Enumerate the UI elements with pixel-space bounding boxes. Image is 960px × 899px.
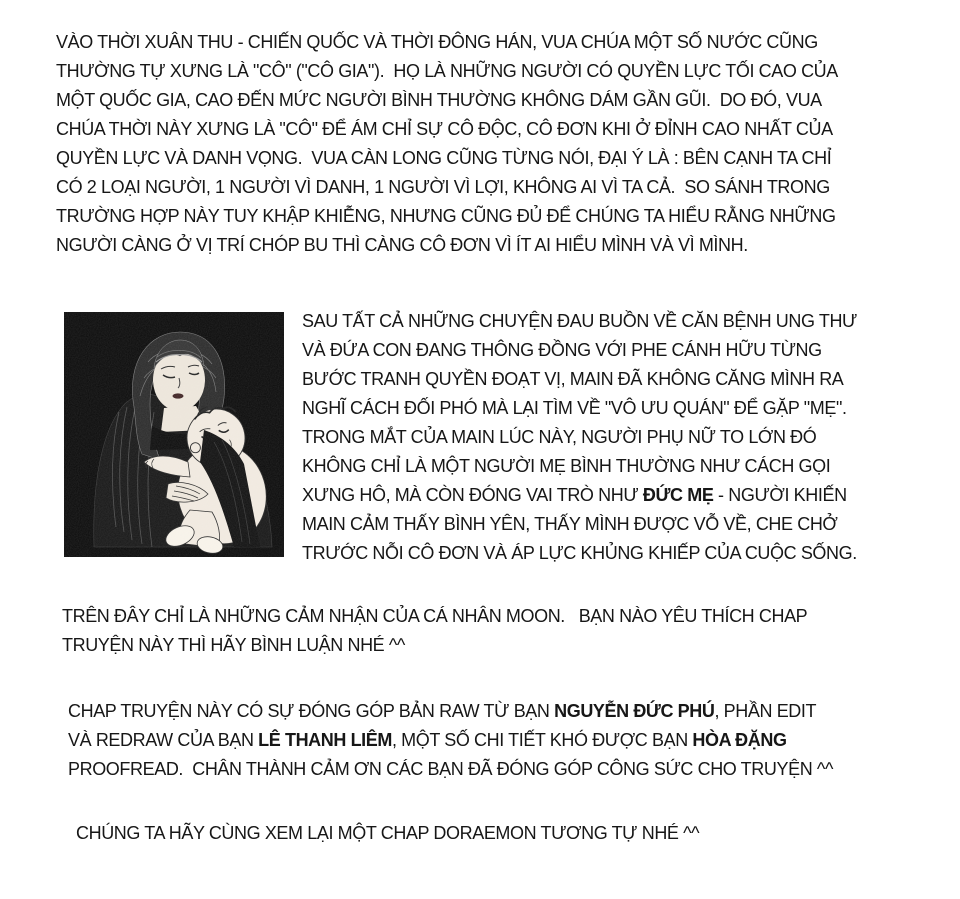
text-line bbox=[302, 423, 857, 452]
commentary-section bbox=[56, 310, 912, 568]
text-line bbox=[302, 394, 857, 423]
text-line bbox=[56, 173, 912, 202]
text-segment: , PHẦN EDIT bbox=[714, 701, 817, 721]
text-line bbox=[76, 819, 912, 848]
text-segment: NGHĨ CÁCH ĐỐI PHÓ MÀ LẠI TÌM VỀ "VÔ ƯU QUÁN" ĐỂ GẶP "MẸ". bbox=[302, 398, 847, 418]
text-line bbox=[56, 28, 912, 57]
text-segment: PROOFREAD. CHÂN THÀNH CẢM ƠN CÁC BẠN ĐÃ ĐÓNG GÓP CÔNG SỨC CHO TRUYỆN ^^ bbox=[68, 759, 833, 779]
text-line bbox=[56, 86, 912, 115]
text-segment: CHÚA THỜI NÀY XƯNG LÀ "CÔ" ĐỂ ÁM CHỈ SỰ CÔ ĐỘC, CÔ ĐƠN KHI Ở ĐỈNH CAO NHẤT CỦA bbox=[56, 119, 833, 139]
text-segment: TRÊN ĐÂY CHỈ LÀ NHỮNG CẢM NHẬN CỦA CÁ NHÂN MOON. BẠN NÀO YÊU THÍCH CHAP bbox=[62, 606, 808, 626]
text-segment: TRUYỆN NÀY THÌ HÃY BÌNH LUẬN NHÉ ^^ bbox=[62, 635, 405, 655]
credits-paragraph bbox=[68, 697, 912, 784]
madonna-child-illustration-svg bbox=[64, 312, 284, 557]
text-line bbox=[56, 57, 912, 86]
afterword-paragraph bbox=[62, 602, 912, 660]
text-segment: KHÔNG CHỈ LÀ MỘT NGƯỜI MẸ BÌNH THƯỜNG NHƯ CÁCH GỌI bbox=[302, 456, 831, 476]
text-line bbox=[302, 452, 857, 481]
text-segment: MAIN CẢM THẤY BÌNH YÊN, THẤY MÌNH ĐƯỢC VỖ VỀ, CHE CHỞ bbox=[302, 514, 838, 534]
text-segment: TRƯỜNG HỢP NÀY TUY KHẬP KHIỄNG, NHƯNG CŨNG ĐỦ ĐỂ CHÚNG TA HIỂU RẰNG NHỮNG bbox=[56, 206, 836, 226]
text-line bbox=[302, 307, 857, 336]
text-line bbox=[302, 336, 857, 365]
text-line bbox=[62, 602, 912, 631]
bold-text-segment: NGUYỄN ĐỨC PHÚ bbox=[554, 701, 715, 721]
text-segment: - NGƯỜI KHIẾN bbox=[713, 485, 847, 505]
text-segment: MỘT QUỐC GIA, CAO ĐẾN MỨC NGƯỜI BÌNH THƯỜNG KHÔNG DÁM GẦN GŨI. DO ĐÓ, VUA bbox=[56, 90, 822, 110]
text-segment: NGƯỜI CÀNG Ở VỊ TRÍ CHÓP BU THÌ CÀNG CÔ ĐƠN VÌ ÍT AI HIỂU MÌNH VÀ VÌ MÌNH. bbox=[56, 235, 748, 255]
text-segment: , MỘT SỐ CHI TIẾT KHÓ ĐƯỢC BẠN bbox=[391, 730, 693, 750]
text-segment: VÀ ĐỨA CON ĐANG THÔNG ĐỒNG VỚI PHE CÁNH HỮU TỪNG bbox=[302, 340, 822, 360]
text-segment: CÓ 2 LOẠI NGƯỜI, 1 NGƯỜI VÌ DANH, 1 NGƯỜI VÌ LỢI, KHÔNG AI VÌ TA CẢ. SO SÁNH TRONG bbox=[56, 177, 830, 197]
text-line bbox=[68, 726, 912, 755]
text-segment: THƯỜNG TỰ XƯNG LÀ "CÔ" ("CÔ GIA"). HỌ LÀ NHỮNG NGƯỜI CÓ QUYỀN LỰC TỐI CAO CỦA bbox=[56, 61, 838, 81]
text-segment: CHAP TRUYỆN NÀY CÓ SỰ ĐÓNG GÓP BẢN RAW TỪ BẠN bbox=[68, 701, 555, 721]
text-line bbox=[68, 697, 912, 726]
text-segment: BƯỚC TRANH QUYỀN ĐOẠT VỊ, MAIN ĐÃ KHÔNG CĂNG MÌNH RA bbox=[302, 369, 844, 389]
text-segment: TRƯỚC NỖI CÔ ĐƠN VÀ ÁP LỰC KHỦNG KHIẾP CỦA CUỘC SỐNG. bbox=[302, 543, 857, 563]
text-segment: SAU TẤT CẢ NHỮNG CHUYỆN ĐAU BUỒN VỀ CĂN BỆNH UNG THƯ bbox=[302, 311, 858, 331]
closing-paragraph bbox=[76, 819, 912, 848]
text-line bbox=[68, 755, 912, 784]
text-line bbox=[56, 202, 912, 231]
bold-text-segment: ĐỨC MẸ bbox=[642, 485, 714, 505]
bold-text-segment: HÒA ĐẶNG bbox=[692, 730, 787, 750]
madonna-child-illustration bbox=[64, 312, 284, 557]
text-segment: TRONG MẮT CỦA MAIN LÚC NÀY, NGƯỜI PHỤ NỮ TO LỚN ĐÓ bbox=[302, 427, 817, 447]
text-line bbox=[302, 539, 857, 568]
text-line bbox=[56, 115, 912, 144]
text-segment: XƯNG HÔ, MÀ CÒN ĐÓNG VAI TRÒ NHƯ bbox=[302, 485, 643, 505]
bold-text-segment: LÊ THANH LIÊM bbox=[258, 730, 392, 750]
text-segment: CHÚNG TA HÃY CÙNG XEM LẠI MỘT CHAP DORAEMON TƯƠNG TỰ NHÉ ^^ bbox=[76, 823, 700, 843]
text-segment: VÀO THỜI XUÂN THU - CHIẾN QUỐC VÀ THỜI ĐÔNG HÁN, VUA CHÚA MỘT SỐ NƯỚC CŨNG bbox=[56, 32, 818, 52]
text-line bbox=[302, 481, 857, 510]
text-line bbox=[56, 231, 912, 260]
text-line bbox=[302, 365, 857, 394]
text-line bbox=[302, 510, 857, 539]
text-line bbox=[62, 631, 912, 660]
commentary-paragraph bbox=[302, 307, 857, 568]
text-segment: QUYỀN LỰC VÀ DANH VỌNG. VUA CÀN LONG CŨNG TỪNG NÓI, ĐẠI Ý LÀ : BÊN CẠNH TA CHỈ bbox=[56, 148, 832, 168]
intro-paragraph bbox=[56, 28, 912, 260]
text-line bbox=[56, 144, 912, 173]
text-segment: VÀ REDRAW CỦA BẠN bbox=[68, 730, 259, 750]
